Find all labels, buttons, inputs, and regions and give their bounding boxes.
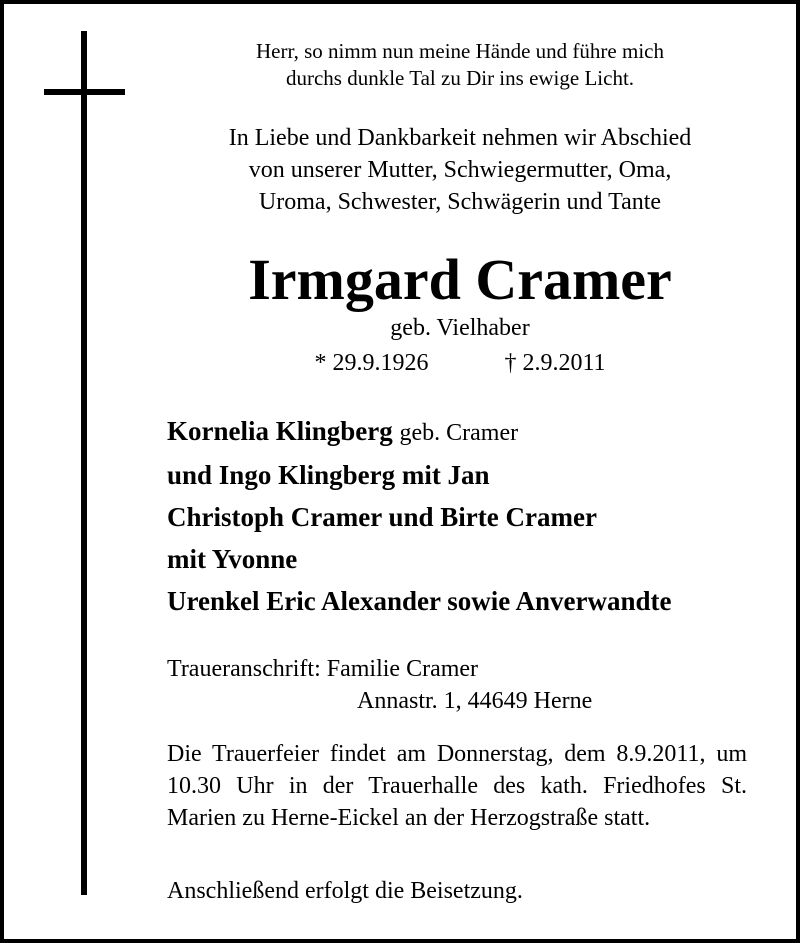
family-line-name: Kornelia Klingberg (167, 416, 393, 446)
address-street: Annastr. 1, 44649 Herne (357, 688, 593, 714)
verse-line: durchs dunkle Tal zu Dir ins ewige Licht. (285, 66, 635, 90)
family-line: mit Yvonne (167, 544, 298, 574)
maiden-name: geb. Vielhaber (390, 315, 530, 341)
family-block (167, 410, 671, 622)
intro-line: In Liebe und Dankbarkeit nehmen wir Abschied (228, 125, 692, 151)
family-line: Urenkel Eric Alexander sowie Anverwandte (167, 586, 672, 616)
life-dates (120, 348, 800, 378)
family-line (167, 410, 671, 454)
family-line: und Ingo Klingberg mit Jan (167, 460, 490, 490)
intro-line: von unserer Mutter, Schwiegermutter, Oma, (248, 157, 672, 183)
verse-block (120, 38, 800, 92)
ceremony-text: Die Trauerfeier findet am Donnerstag, dem 8.9.2011, um 10.30 Uhr in der Trauerhalle des kath. Friedhofes St. Marien zu Herne-Eickel an der Herzogstraße statt. (167, 741, 747, 831)
death-date: † 2.9.2011 (504, 350, 606, 376)
family-line-maiden: geb. Cramer (399, 420, 519, 446)
cross-vertical-bar (81, 31, 87, 895)
intro-line: Uroma, Schwester, Schwägerin und Tante (258, 189, 662, 215)
verse-line: Herr, so nimm nun meine Hände und führe mich (256, 39, 664, 63)
family-line: Christoph Cramer und Birte Cramer (167, 502, 597, 532)
cross-horizontal-bar (44, 89, 125, 95)
birth-date: * 29.9.1926 (314, 350, 429, 376)
address-label: Traueranschrift: Familie Cramer (167, 656, 479, 682)
burial-text: Anschließend erfolgt die Beisetzung. (167, 878, 523, 904)
deceased-name: Irmgard Cramer (248, 247, 672, 312)
intro-block (120, 122, 800, 218)
